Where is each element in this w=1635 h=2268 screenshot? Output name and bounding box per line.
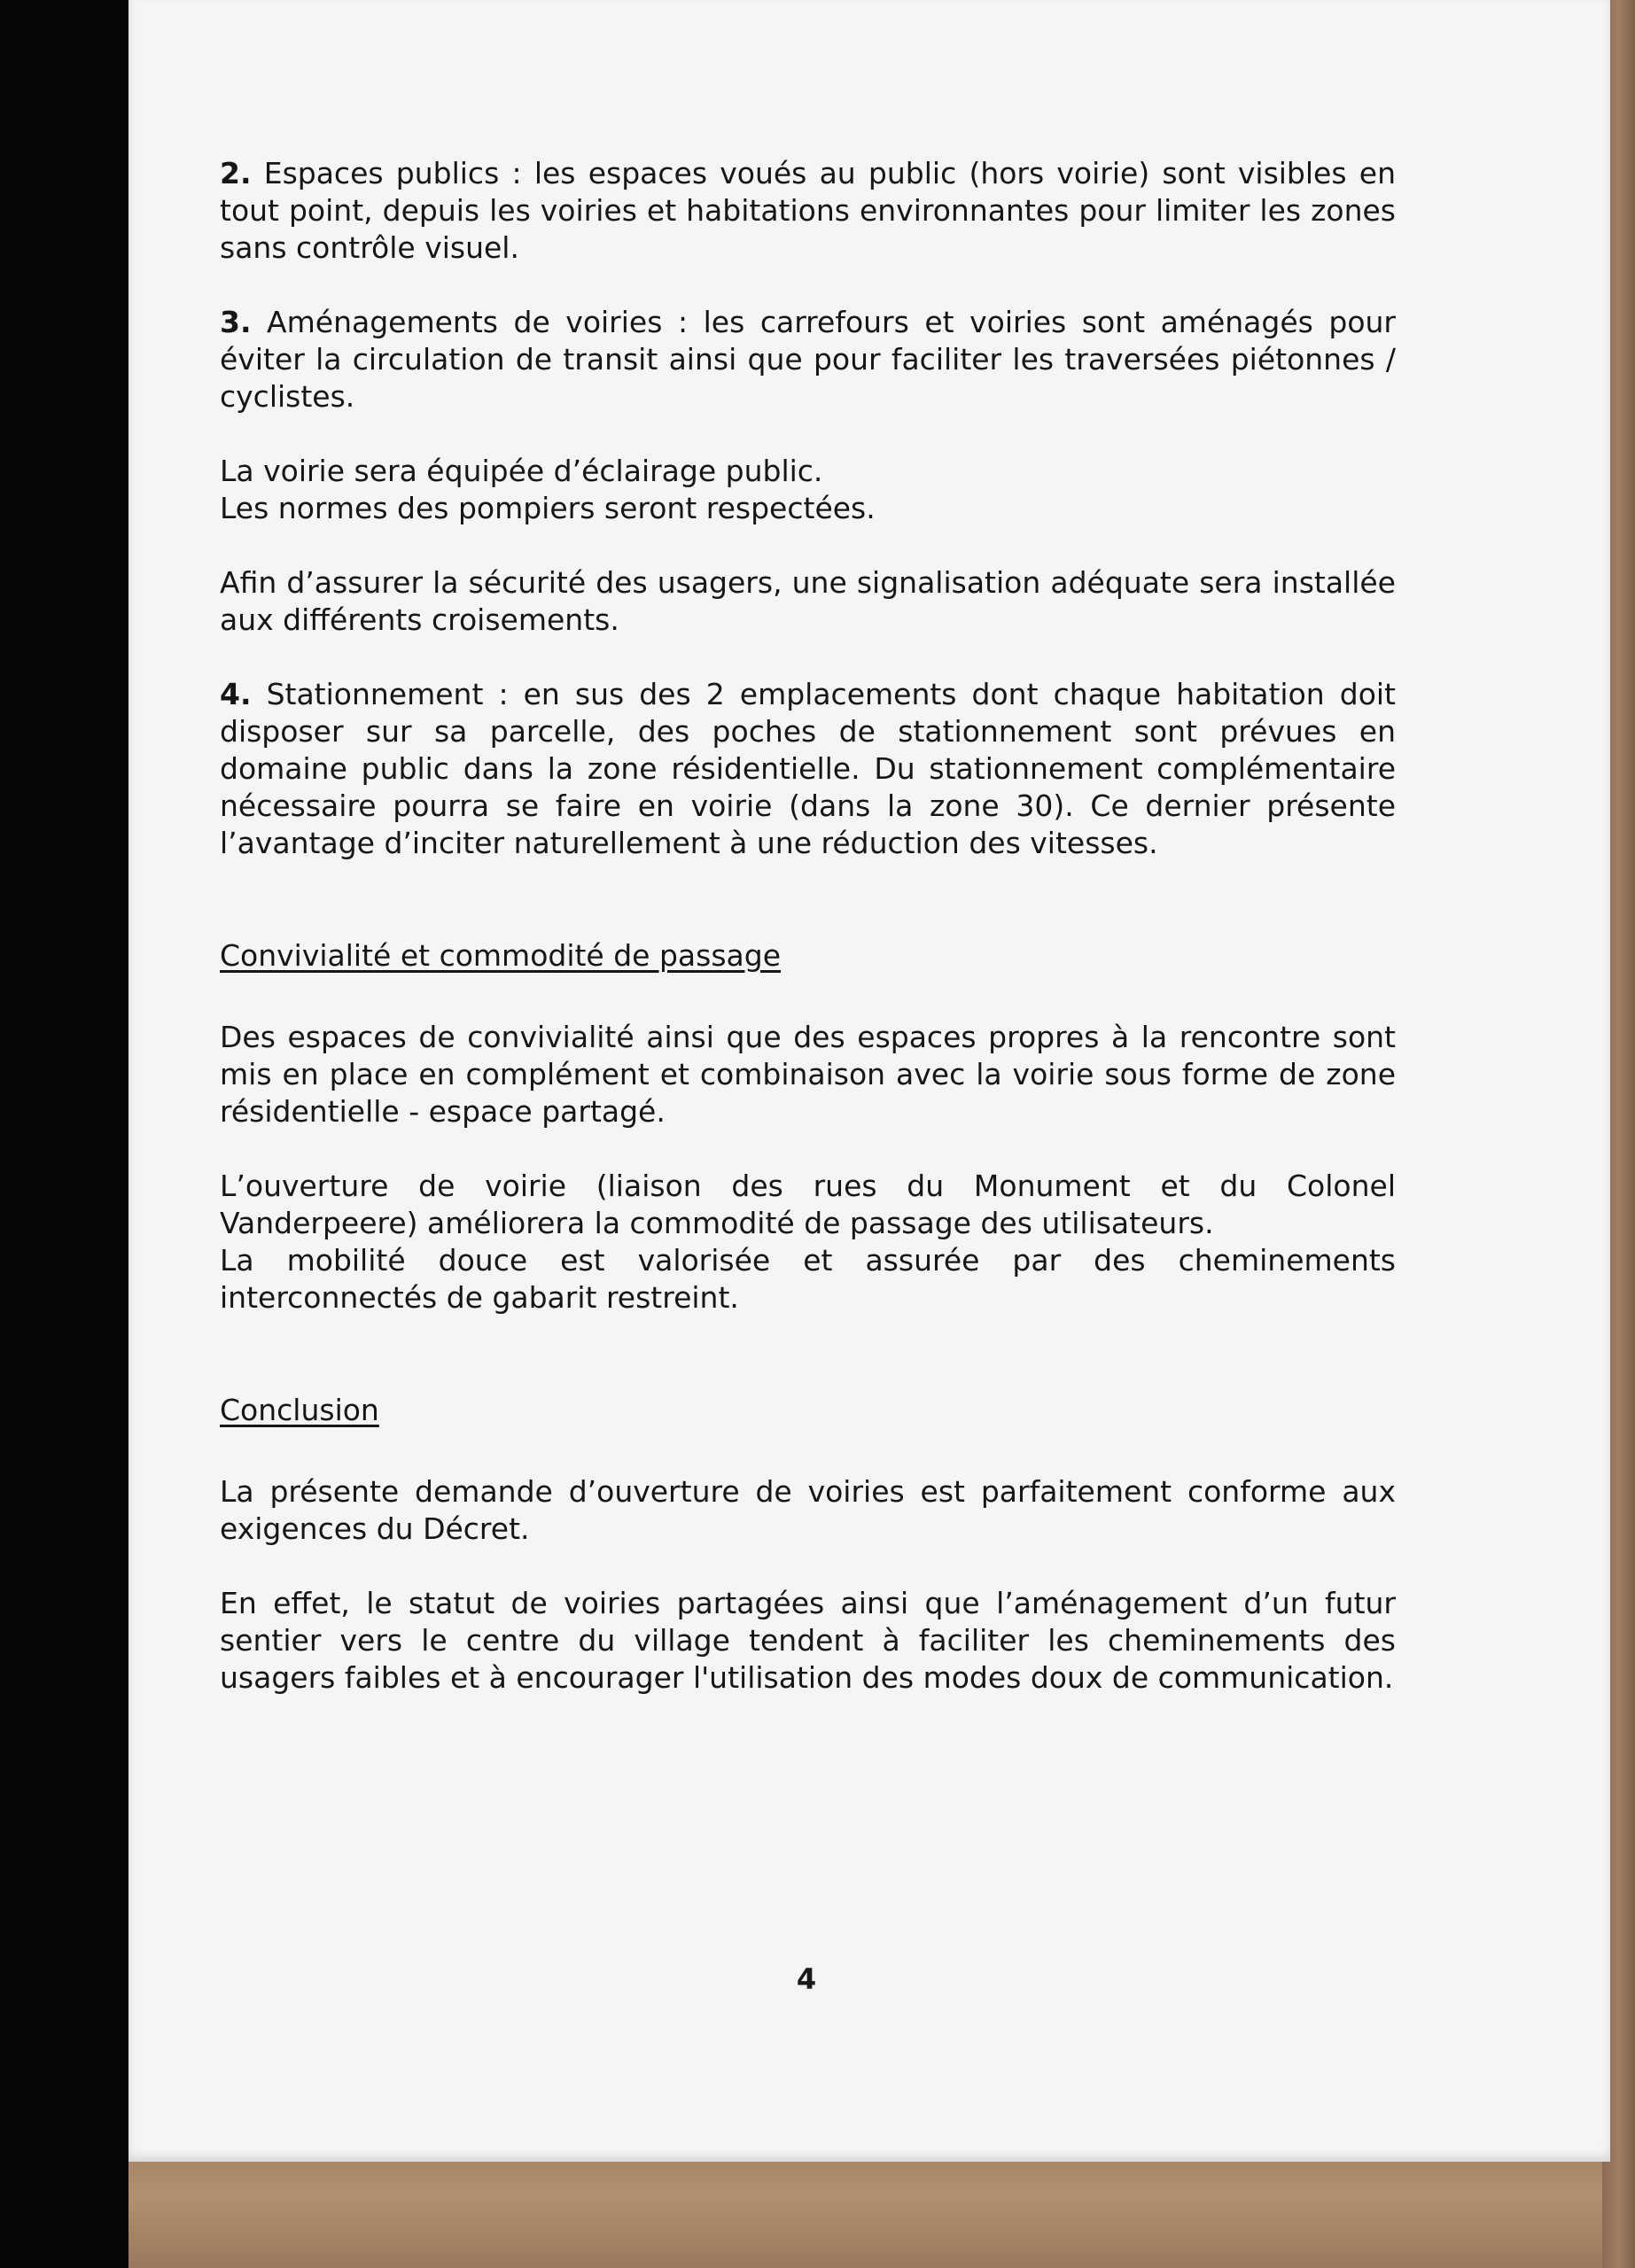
paragraph-road-opening [220, 1168, 1396, 1317]
paragraph-signage: Afin d’assurer la sécurité des usagers, une signalisation adéquate sera installée aux différents croisements. [220, 565, 1396, 637]
page-number: 4 [796, 1962, 817, 1996]
paragraph-text: Aménagements de voiries : les carrefours et voiries sont aménagés pour éviter la circulation de transit ainsi que pour faciliter les traversées piétonnes / cyclistes. [220, 305, 1396, 414]
paragraph-parking [220, 676, 1396, 862]
item-number: 4. [220, 677, 252, 711]
item-number: 2. [220, 156, 252, 190]
line-road-opening: L’ouverture de voirie (liaison des rues du Monument et du Colonel Vanderpeere) améliorera la commodité de passage des utilisateurs. [220, 1169, 1396, 1240]
paragraph-conclusion-details: En effet, le statut de voiries partagées ainsi que l’aménagement d’un futur sentier vers le centre du village tendent à faciliter les cheminements des usagers faibles et à encourager l'utilisation des modes doux de communication. [220, 1586, 1396, 1695]
page-content [220, 155, 1396, 1697]
paragraph-public-spaces [220, 155, 1396, 267]
paragraph-text: Espaces publics : les espaces voués au public (hors voirie) sont visibles en tout point, depuis les voiries et habitations environnantes pour limiter les zones sans contrôle visuel. [220, 156, 1396, 265]
item-number: 3. [220, 305, 252, 339]
paragraph-conclusion-conformity: La présente demande d’ouverture de voiries est parfaitement conforme aux exigences du Décret. [220, 1474, 1396, 1546]
paragraph-road-layout [220, 304, 1396, 416]
paragraph-conviviality: Des espaces de convivialité ainsi que des espaces propres à la rencontre sont mis en place en complément et combinaison avec la voirie sous forme de zone résidentielle - espace partagé. [220, 1020, 1396, 1129]
line-firefighters: Les normes des pompiers seront respectées. [220, 491, 876, 525]
line-soft-mobility: La mobilité douce est valorisée et assurée par des cheminements interconnectés de gabarit restreint. [220, 1243, 1396, 1315]
paragraph-lighting [220, 453, 1396, 527]
heading-conviviality: Convivialité et commodité de passage [220, 938, 781, 973]
wood-surface [128, 2151, 1635, 2268]
scan-left-border [0, 0, 128, 2268]
paragraph-text: Stationnement : en sus des 2 emplacements dont chaque habitation doit disposer sur sa parcelle, des poches de stationnement sont prévues en domaine public dans la zone résidentielle. Du stationnement complémentaire nécessaire pourra se faire en voirie (dans la zone 30). Ce dernier présente l’avantage d’inciter naturellement à une réduction des vitesses. [220, 677, 1396, 860]
heading-conclusion: Conclusion [220, 1393, 379, 1427]
line-lighting: La voirie sera équipée d’éclairage public. [220, 454, 823, 488]
document-page [128, 0, 1610, 2162]
